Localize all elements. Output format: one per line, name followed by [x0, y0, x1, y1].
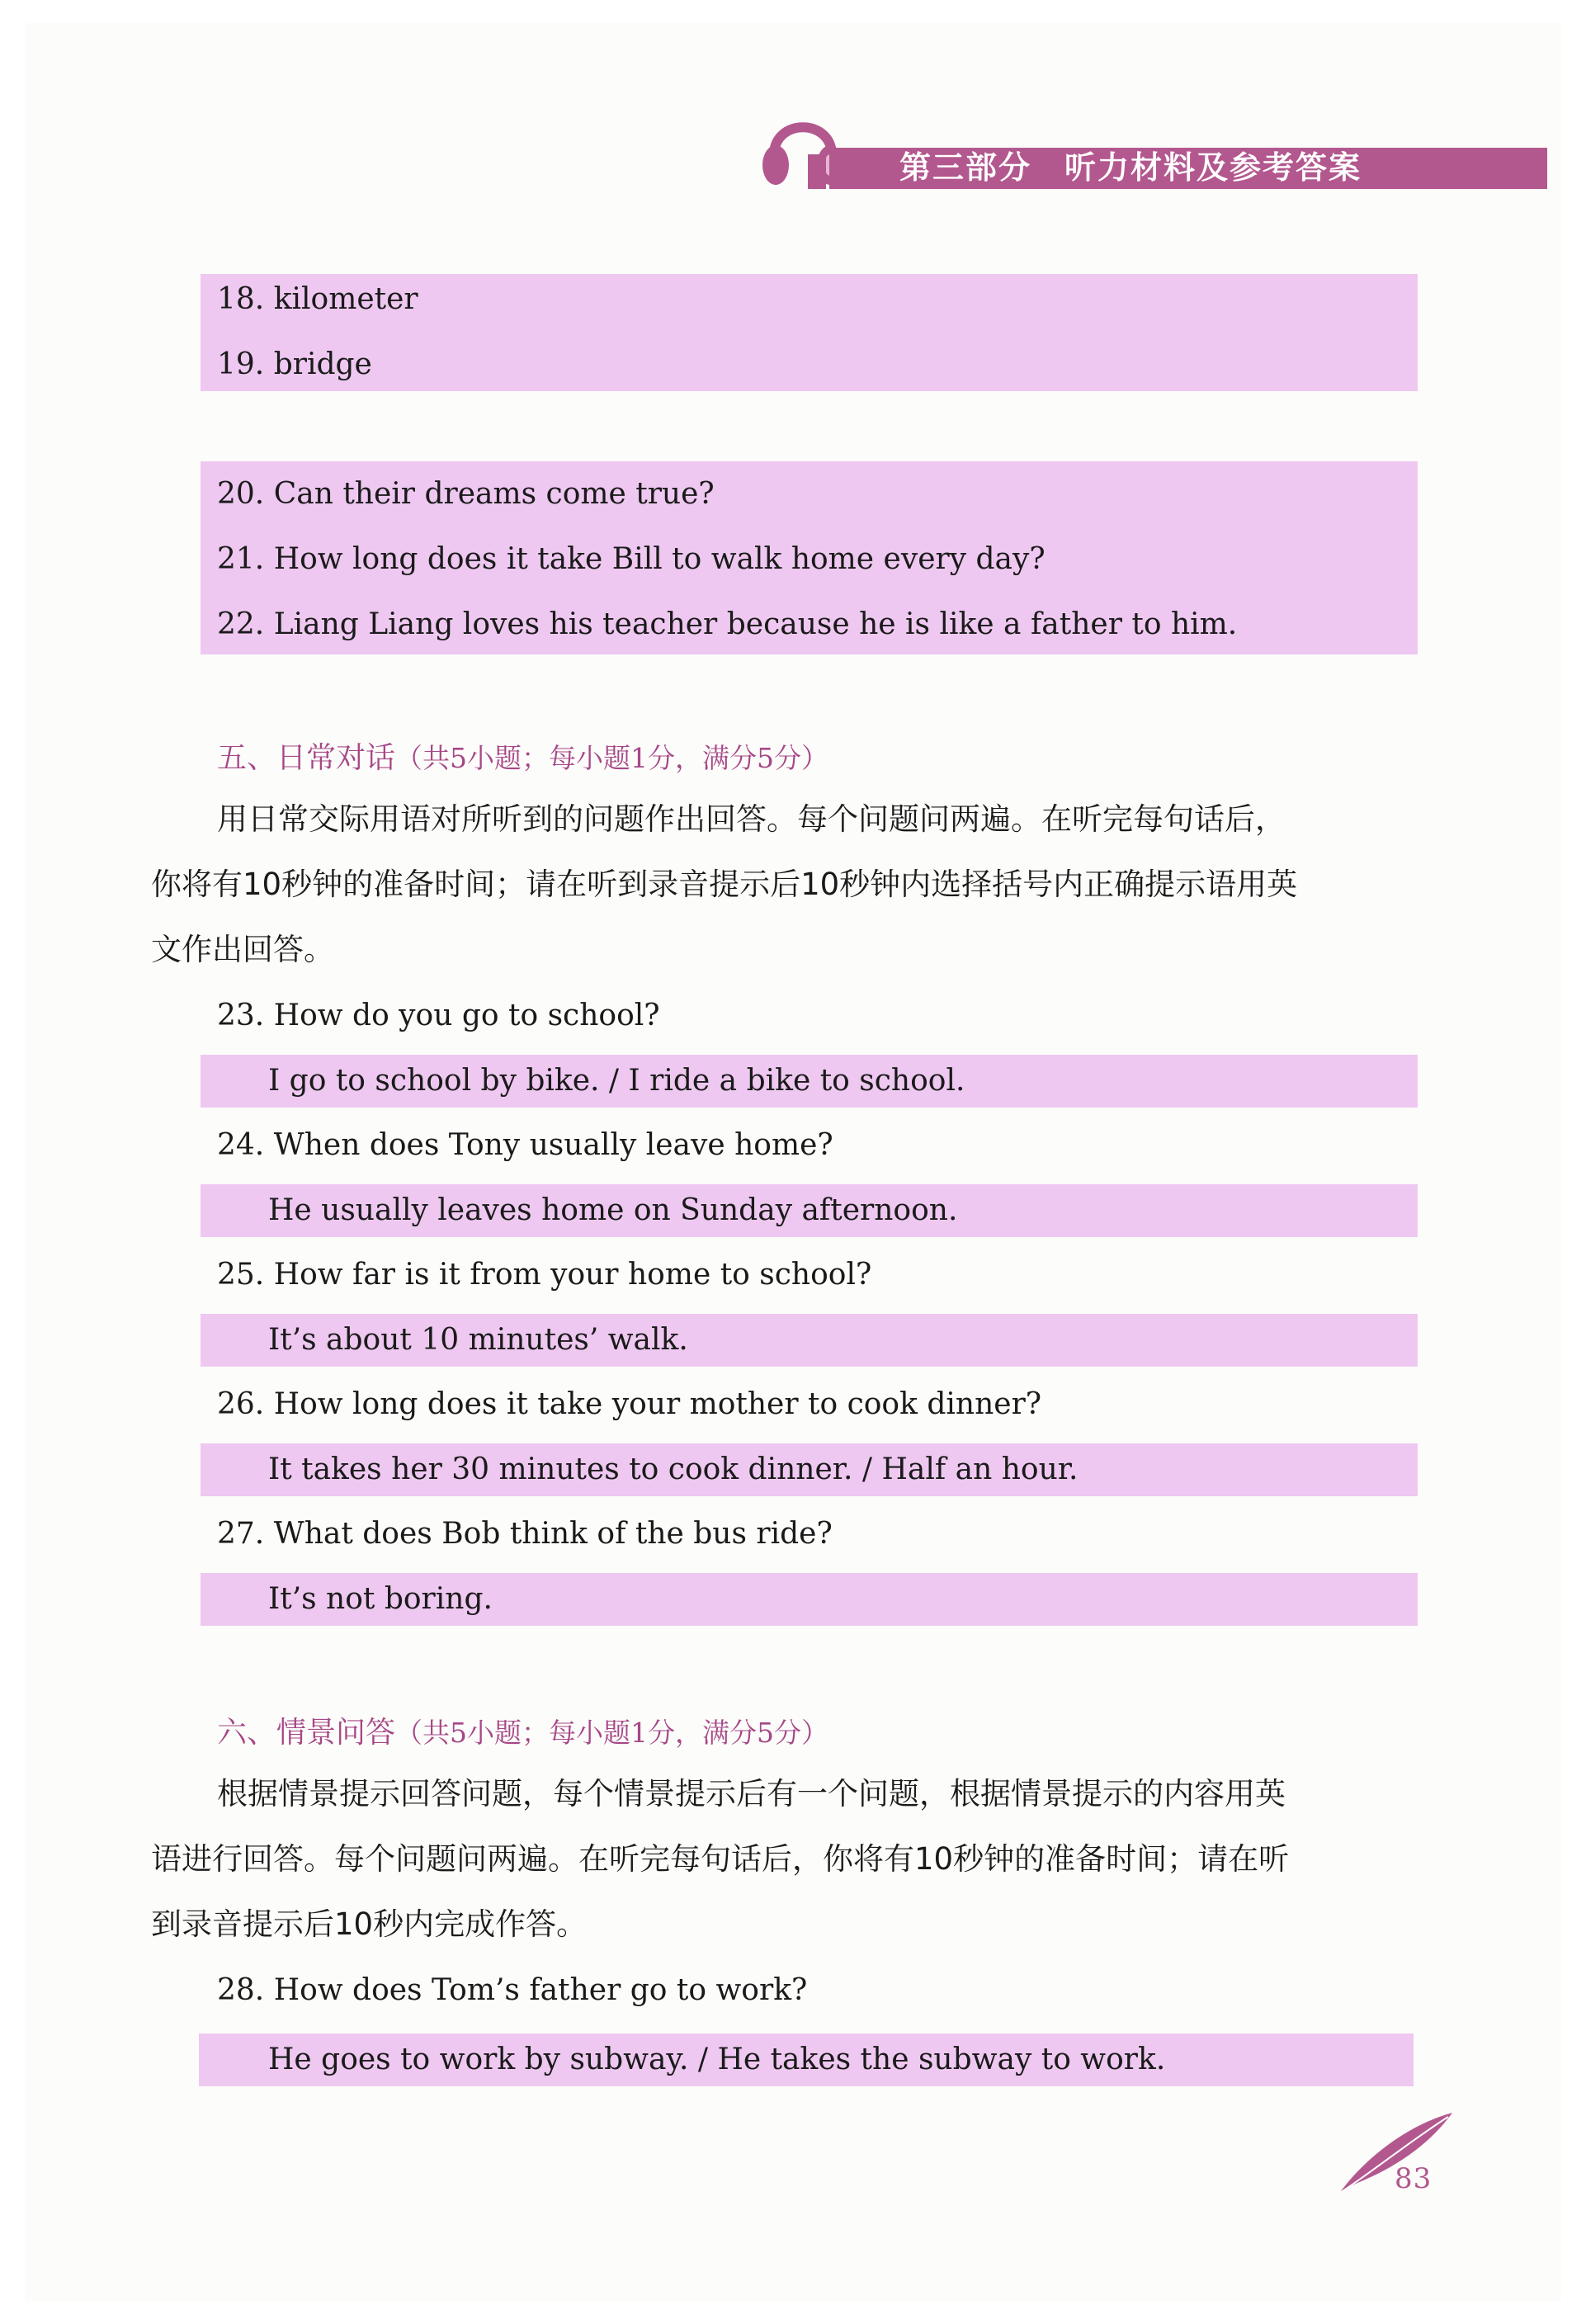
answer-line: 21. How long does it take Bill to walk home every day? [217, 542, 1046, 576]
instruction-line: 你将有10秒钟的准备时间；请在听到录音提示后10秒钟内选择括号内正确提示语用英 [151, 867, 1298, 902]
page-number: 83 [1395, 2162, 1433, 2195]
question-line: 28. How does Tom’s father go to work? [217, 1973, 808, 2007]
answer-line: He goes to work by subway. / He takes the subway to work. [268, 2043, 1166, 2076]
instruction-line: 文作出回答。 [151, 932, 334, 967]
question-line: 26. How long does it take your mother to cook dinner? [217, 1387, 1042, 1421]
answer-line: It takes her 30 minutes to cook dinner. / Half an hour. [268, 1452, 1079, 1486]
instruction-line: 到录音提示后10秒内完成作答。 [151, 1906, 588, 1942]
answer-line: 20. Can their dreams come true? [217, 477, 715, 511]
question-line: 27. What does Bob think of the bus ride? [217, 1517, 833, 1551]
answer-line: It’s about 10 minutes’ walk. [268, 1323, 688, 1357]
instruction-line: 用日常交际用语对所听到的问题作出回答。每个问题问两遍。在听完每句话后， [217, 801, 1286, 837]
answer-line: He usually leaves home on Sunday afternoon. [268, 1193, 958, 1227]
header-title: 第三部分 听力材料及参考答案 [899, 149, 1362, 186]
answer-line: I go to school by bike. / I ride a bike to school. [268, 1064, 965, 1098]
answer-line: It’s not boring. [268, 1582, 493, 1616]
question-line: 24. When does Tony usually leave home? [217, 1128, 833, 1162]
section-title: 五、日常对话 [217, 741, 396, 775]
answer-line: 18. kilometer [217, 282, 418, 316]
section-title: 六、情景问答 [217, 1716, 396, 1750]
question-line: 23. How do you go to school? [217, 999, 660, 1032]
section-note: （共5小题；每小题1分，满分5分） [395, 1717, 829, 1749]
instruction-line: 根据情景提示回答问题，每个情景提示后有一个问题，根据情景提示的内容用英 [217, 1776, 1286, 1811]
section-note: （共5小题；每小题1分，满分5分） [395, 742, 829, 774]
answer-line: 22. Liang Liang loves his teacher because he is like a father to him. [217, 607, 1238, 641]
section-heading [217, 735, 828, 777]
section-heading [217, 1709, 828, 1751]
instruction-line: 语进行回答。每个问题问两遍。在听完每句话后，你将有10秒钟的准备时间；请在听 [151, 1841, 1290, 1877]
answer-line: 19. bridge [217, 347, 372, 381]
question-line: 25. How far is it from your home to school? [217, 1258, 872, 1292]
